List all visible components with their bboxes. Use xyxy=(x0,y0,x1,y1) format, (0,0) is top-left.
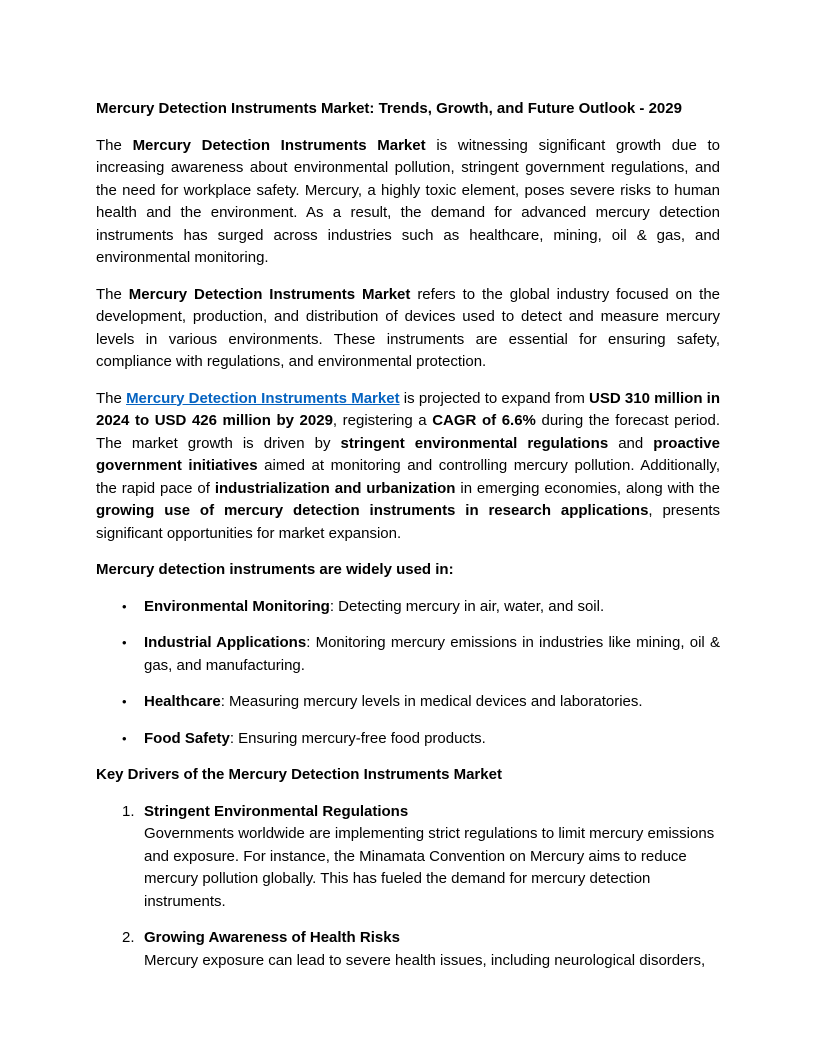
text-run: , registering a xyxy=(332,412,433,429)
text-run: Mercury exposure can lead to severe health issues, including neurological disorders, xyxy=(144,951,706,969)
list-item-text xyxy=(144,927,720,972)
paragraph xyxy=(96,284,720,374)
bold-text-run: proactive government initiatives xyxy=(96,434,720,474)
section-heading xyxy=(96,559,720,582)
bold-text-run: stringent environmental regulations xyxy=(340,434,609,452)
bold-text-run: Mercury Detection Instruments Market: Trends, Growth, and Future Outlook - 2029 xyxy=(96,100,682,117)
bold-text-run: Mercury Detection Instruments Market xyxy=(128,285,411,303)
bold-text-run: USD 310 million in 2024 to USD 426 million by 2029 xyxy=(96,389,721,429)
bold-text-run: Mercury detection instruments are widely used in: xyxy=(96,561,454,578)
document-title xyxy=(96,98,720,121)
bold-text-run: industrialization and urbanization xyxy=(214,479,456,497)
bold-text-run: Key Drivers of the Mercury Detection Instruments Market xyxy=(96,766,502,783)
text-run: , presents significant opportunities for market expansion. xyxy=(96,502,720,542)
list-item-text xyxy=(144,596,720,619)
text-run: : Ensuring mercury-free food products. xyxy=(229,729,486,747)
numbered-list-item xyxy=(122,927,720,972)
text-run: and xyxy=(608,434,654,452)
bullet-list-item xyxy=(122,728,720,751)
bold-text-run: Healthcare xyxy=(144,693,221,710)
text-run: The xyxy=(96,136,133,154)
bold-text-run: Stringent Environmental Regulations xyxy=(144,802,409,820)
text-run: : Monitoring mercury emissions in industries like mining, oil & gas, and manufacturing. xyxy=(144,634,720,674)
text-run: : Measuring mercury levels in medical devices and laboratories. xyxy=(220,693,643,710)
text-run: : Detecting mercury in air, water, and soil. xyxy=(329,597,605,615)
bullet-list-item xyxy=(122,596,720,619)
market-report-link[interactable]: Mercury Detection Instruments Market xyxy=(126,389,400,407)
text-run: aimed at monitoring and controlling mercury pollution. Additionally, the rapid pace of xyxy=(96,457,720,497)
text-run: refers to the global industry focused on the development, production, and distribution of devices used to detect and measure mercury levels in various environments. These instruments are essential for ensuring safety, compliance with regulations, and environmental protection. xyxy=(96,285,721,370)
bold-text-run: CAGR of 6.6% xyxy=(432,412,536,429)
text-run: in emerging economies, along with the xyxy=(455,479,720,497)
bold-text-run: Food Safety xyxy=(144,729,230,747)
bullet-list-item xyxy=(122,632,720,677)
bold-text-run: growing use of mercury detection instruments in research applications xyxy=(96,502,649,519)
number-marker: 1. xyxy=(122,802,135,820)
paragraph xyxy=(96,388,720,546)
bullet-marker: • xyxy=(122,694,127,709)
numbered-list-item xyxy=(122,801,720,914)
bullet-marker: • xyxy=(122,730,127,746)
bullet-marker: • xyxy=(122,635,127,650)
bullet-marker: • xyxy=(122,598,127,614)
list-item-text xyxy=(144,801,720,914)
bold-text-run: Environmental Monitoring xyxy=(144,597,330,615)
list-item-text xyxy=(144,691,720,714)
number-marker: 2. xyxy=(122,929,135,946)
bold-text-run: Mercury Detection Instruments Market xyxy=(132,136,426,154)
bold-text-run: Growing Awareness of Health Risks xyxy=(144,929,400,946)
section-heading xyxy=(96,764,720,787)
text-run: Governments worldwide are implementing strict regulations to limit mercury emissions and exposure. For instance, the Minamata Convention on Mercury aims to reduce mercury pollution globally. This has fueled the demand for mercury detection instruments. xyxy=(144,825,715,910)
text-run: during the forecast period. The market growth is driven by xyxy=(96,412,721,452)
bullet-list-item xyxy=(122,691,720,714)
list-item-text xyxy=(144,632,720,677)
text-run: is witnessing significant growth due to increasing awareness about environmental pollution, stringent government regulations, and the need for workplace safety. Mercury, a highly toxic element, poses severe risks to human health and the environment. As a result, the demand for advanced mercury detection instruments has surged across industries such as healthcare, mining, oil & gas, and environmental monitoring. xyxy=(96,136,721,266)
list-item-text xyxy=(144,728,720,751)
text-run: is projected to expand from xyxy=(399,389,590,407)
bold-text-run: Industrial Applications xyxy=(144,634,307,651)
paragraph xyxy=(96,135,720,270)
text-run: The xyxy=(96,285,129,303)
text-run: The xyxy=(96,389,127,407)
